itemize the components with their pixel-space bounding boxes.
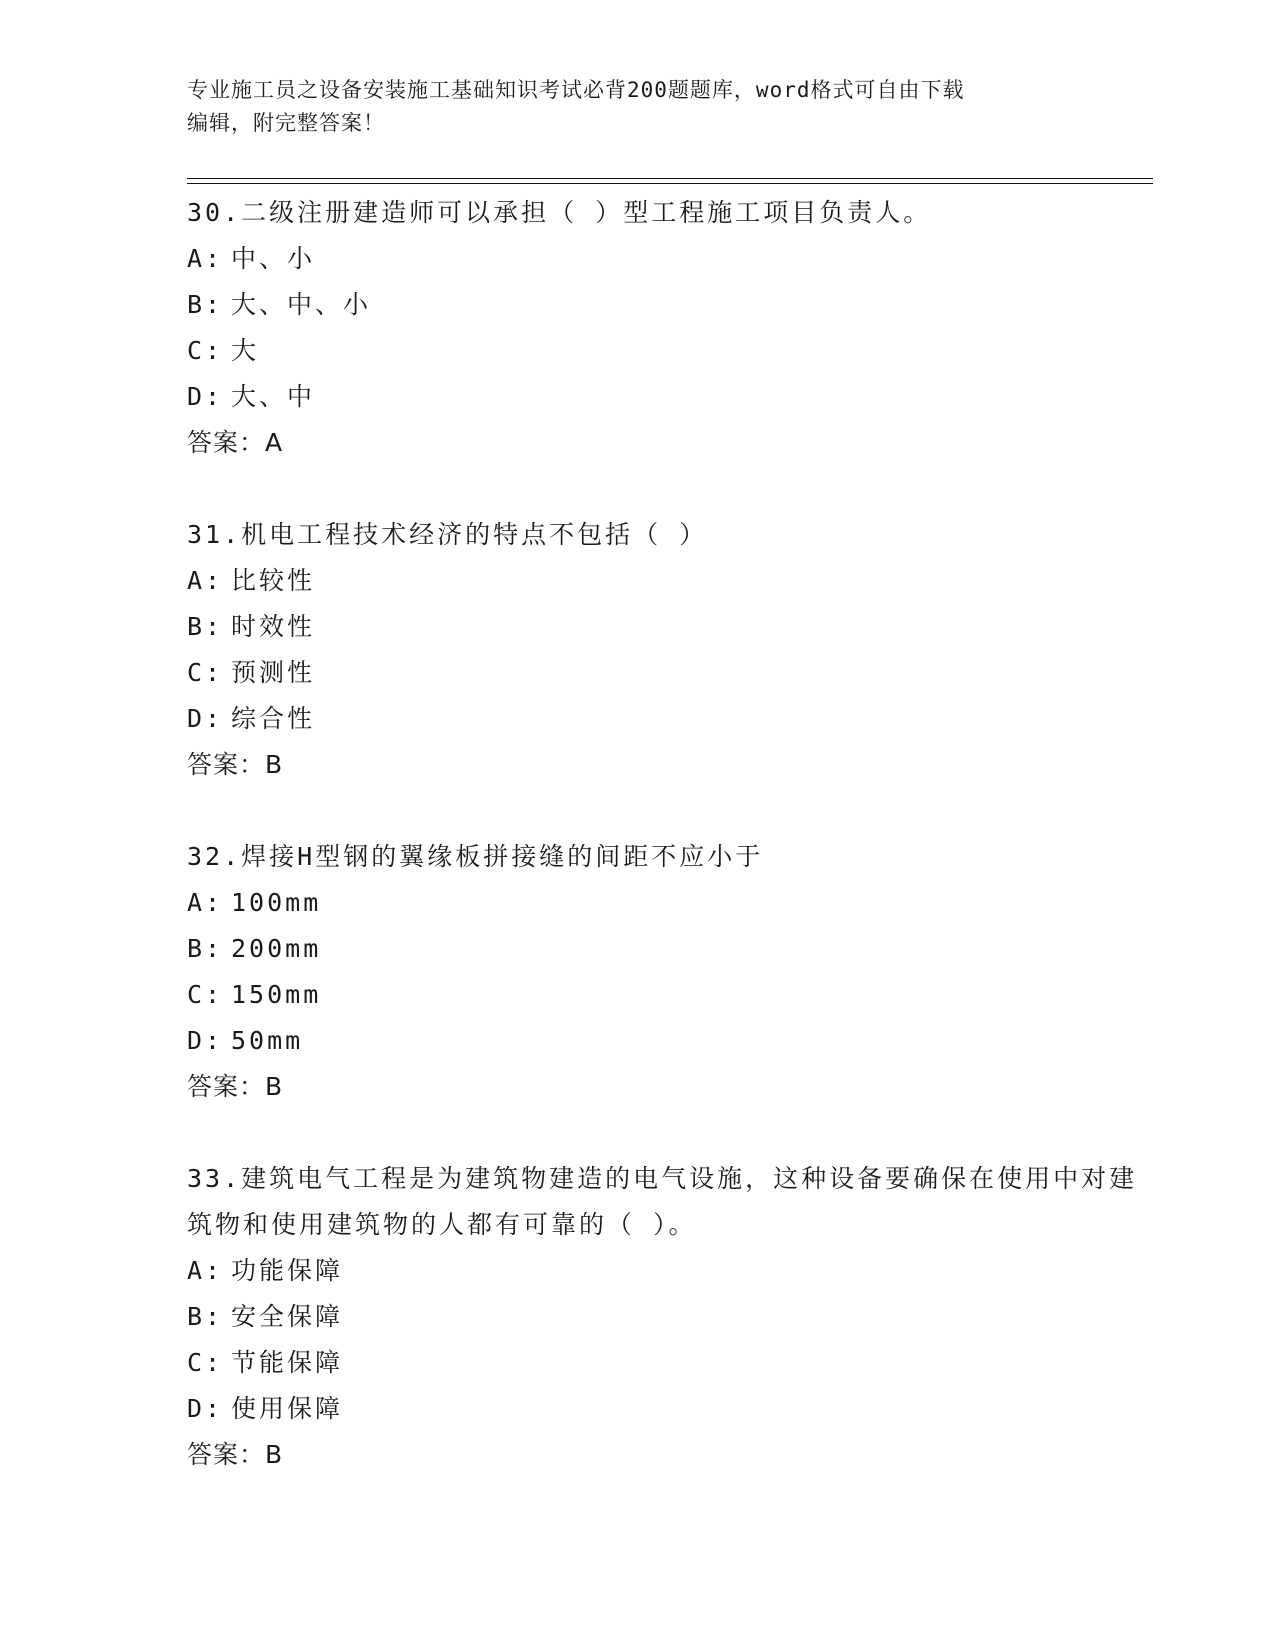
- option-text: 节能保障: [231, 1348, 344, 1377]
- option-label: A:: [187, 1256, 224, 1285]
- question-32: [187, 834, 1147, 1110]
- header-divider-bottom: [187, 183, 1153, 184]
- option-label: B:: [187, 612, 224, 641]
- option-label: A:: [187, 244, 224, 273]
- option-c: [187, 650, 1147, 696]
- answer-line: 答案：B: [187, 750, 284, 779]
- header-divider-top: [187, 178, 1153, 179]
- option-c: [187, 328, 1147, 374]
- option-text: 50mm: [231, 1026, 304, 1055]
- option-text: 中、小: [231, 244, 316, 273]
- option-b: [187, 1294, 1147, 1340]
- option-d: [187, 374, 1147, 420]
- option-label: A:: [187, 566, 224, 595]
- option-b: [187, 282, 1147, 328]
- option-a: [187, 236, 1147, 282]
- option-text: 使用保障: [231, 1394, 344, 1423]
- option-text: 200mm: [231, 934, 322, 963]
- option-text: 150mm: [231, 980, 322, 1009]
- question-31: [187, 512, 1147, 788]
- option-c: [187, 972, 1147, 1018]
- option-label: D:: [187, 382, 224, 411]
- option-text: 比较性: [231, 566, 316, 595]
- option-text: 大、中: [231, 382, 316, 411]
- option-text: 大: [231, 336, 260, 365]
- option-label: B:: [187, 1302, 224, 1331]
- question-stem: 33.建筑电气工程是为建筑物建造的电气设施，这种设备要确保在使用中对建筑物和使用建筑物的人都有可靠的（ ）。: [187, 1164, 1138, 1239]
- option-b: [187, 926, 1147, 972]
- option-label: A:: [187, 888, 224, 917]
- option-label: D:: [187, 1394, 224, 1423]
- option-a: [187, 880, 1147, 926]
- option-a: [187, 558, 1147, 604]
- option-b: [187, 604, 1147, 650]
- answer-line: 答案：A: [187, 428, 284, 457]
- option-text: 大、中、小: [231, 290, 372, 319]
- question-33: [187, 1156, 1147, 1478]
- option-d: [187, 696, 1147, 742]
- option-text: 功能保障: [231, 1256, 344, 1285]
- answer-line: 答案：B: [187, 1072, 284, 1101]
- option-text: 时效性: [231, 612, 316, 641]
- option-label: C:: [187, 1348, 224, 1377]
- header-line-1: 专业施工员之设备安装施工基础知识考试必背200题题库，word格式可自由下载: [187, 78, 965, 102]
- option-text: 安全保障: [231, 1302, 344, 1331]
- option-label: B:: [187, 290, 224, 319]
- question-30: [187, 190, 1147, 466]
- option-c: [187, 1340, 1147, 1386]
- question-stem: 32.焊接H型钢的翼缘板拼接缝的间距不应小于: [187, 842, 764, 871]
- option-label: C:: [187, 336, 224, 365]
- option-label: D:: [187, 704, 224, 733]
- option-text: 预测性: [231, 658, 316, 687]
- option-label: B:: [187, 934, 224, 963]
- option-text: 综合性: [231, 704, 316, 733]
- option-a: [187, 1248, 1147, 1294]
- option-label: C:: [187, 980, 224, 1009]
- question-stem: 30.二级注册建造师可以承担（ ）型工程施工项目负责人。: [187, 198, 932, 227]
- option-label: C:: [187, 658, 224, 687]
- option-d: [187, 1386, 1147, 1432]
- question-list: [187, 190, 1147, 1524]
- option-label: D:: [187, 1026, 224, 1055]
- question-stem: 31.机电工程技术经济的特点不包括（ ）: [187, 520, 708, 549]
- document-header: [187, 74, 1067, 140]
- option-text: 100mm: [231, 888, 322, 917]
- header-line-2: 编辑，附完整答案！: [187, 111, 385, 135]
- option-d: [187, 1018, 1147, 1064]
- answer-line: 答案：B: [187, 1440, 284, 1469]
